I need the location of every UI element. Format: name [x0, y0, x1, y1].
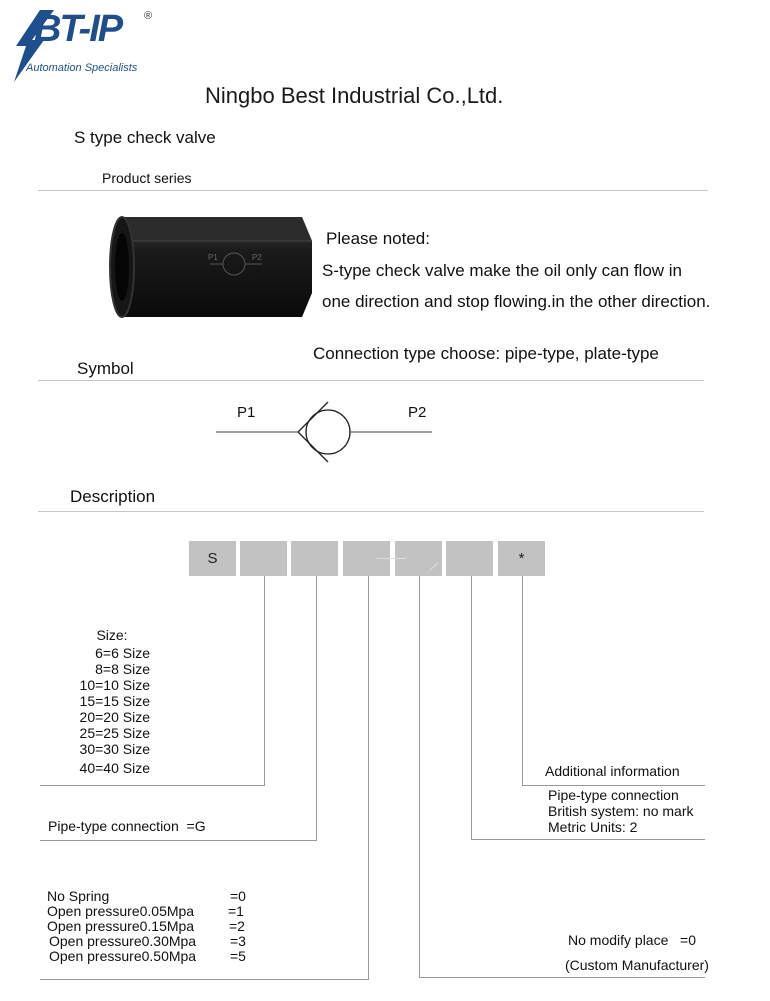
company-name: Ningbo Best Industrial Co.,Ltd. [205, 83, 504, 108]
spring-label: Open pressure0.05Mpa [47, 903, 195, 919]
spring-value: =3 [230, 933, 246, 949]
spring-label: Open pressure0.50Mpa [49, 948, 197, 964]
company-logo [10, 8, 160, 84]
section-product-series: Product series [102, 170, 192, 186]
product-title: S type check valve [74, 128, 216, 147]
valve-mark-p1: P1 [208, 253, 218, 262]
check-valve-symbol-icon [210, 400, 440, 470]
divider [38, 511, 704, 512]
symbol-label-p1: P1 [237, 404, 256, 421]
size-title: Size: [96, 627, 128, 643]
logo-tagline: Automation Specialists [26, 62, 138, 74]
code-box-additional: * [498, 541, 545, 576]
size-item: 10=10 Size [79, 677, 150, 693]
spring-value: =2 [229, 918, 245, 934]
units-title: Pipe-type connection [548, 787, 679, 803]
connector-line [316, 576, 317, 841]
size-item: 20=20 Size [79, 709, 150, 725]
spring-label: Open pressure0.30Mpa [49, 933, 197, 949]
units-block [548, 787, 693, 835]
size-item: 8=8 Size [95, 661, 150, 677]
size-item: 40=40 Size [79, 760, 150, 776]
connection-type-note: Connection type choose: pipe-type, plate-type [313, 344, 659, 363]
code-box-type: S [189, 541, 236, 576]
size-item: 25=25 Size [79, 725, 150, 741]
note-line-1: S-type check valve make the oil only can flow in [322, 261, 683, 280]
divider [38, 190, 708, 191]
section-symbol: Symbol [77, 359, 134, 378]
spring-label: No Spring [47, 888, 110, 904]
units-metric: Metric Units: 2 [548, 819, 638, 835]
pipe-connection-label: Pipe-type connection =G [48, 818, 206, 834]
size-item: 6=6 Size [95, 645, 150, 661]
divider [38, 380, 704, 381]
connector-line [419, 977, 705, 978]
modify-line-1: No modify place =0 [568, 932, 697, 948]
connector-line [522, 785, 705, 786]
registered-mark: ® [144, 10, 153, 22]
spring-options [47, 889, 287, 964]
symbol-label-p2: P2 [408, 404, 427, 421]
connector-line [40, 840, 317, 841]
modify-line-2: (Custom Manufacturer) [565, 957, 709, 973]
size-item: 30=30 Size [79, 741, 150, 757]
spring-label: Open pressure0.15Mpa [47, 918, 195, 934]
code-box-connection [291, 541, 338, 576]
note-heading: Please noted: [326, 229, 430, 248]
connector-line [471, 839, 705, 840]
valve-photo [106, 211, 316, 323]
box-separator-dash [376, 558, 406, 559]
connector-line [40, 979, 369, 980]
connector-line [264, 576, 265, 786]
note-line-2: one direction and stop flowing.in the other direction. [322, 292, 711, 311]
code-box-size [240, 541, 287, 576]
connector-line [522, 576, 523, 786]
spring-value: =0 [230, 888, 246, 904]
units-british: British system: no mark [548, 803, 694, 819]
connector-line [368, 576, 369, 980]
section-description: Description [70, 487, 156, 506]
size-item: 15=15 Size [79, 693, 150, 709]
connector-line [471, 576, 472, 840]
spring-value: =5 [230, 948, 246, 964]
connector-line [40, 785, 265, 786]
spring-value: =1 [228, 903, 244, 919]
code-box-units [446, 541, 493, 576]
logo-mark: BT-IP [34, 8, 122, 50]
connector-line [419, 576, 420, 978]
additional-info-label: Additional information [545, 763, 680, 779]
valve-mark-p2: P2 [252, 253, 262, 262]
size-block [60, 627, 150, 776]
